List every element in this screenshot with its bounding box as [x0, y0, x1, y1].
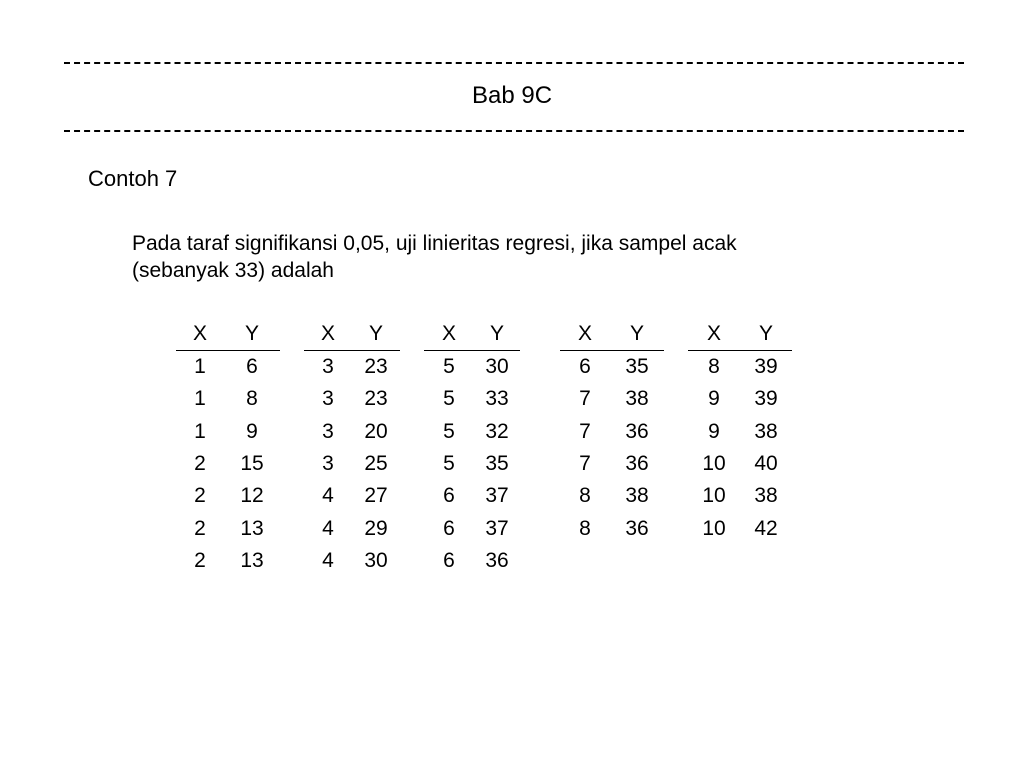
cell-y: 38: [754, 419, 778, 443]
table-header-row: [304, 318, 400, 351]
cell-y: 35: [625, 355, 649, 379]
cell-y: 42: [754, 516, 778, 540]
table-row: [424, 512, 520, 544]
table-row: [424, 545, 520, 577]
table-row: [560, 480, 664, 512]
cell-y: 37: [485, 484, 509, 508]
column-header-y: Y: [352, 318, 400, 351]
table-row: [176, 545, 280, 577]
table-row: [176, 351, 280, 384]
top-dashed-divider: [64, 62, 964, 64]
column-header-x: X: [688, 318, 740, 351]
cell-x: 8: [579, 484, 591, 508]
problem-statement: [132, 230, 892, 284]
column-header-x: X: [304, 318, 352, 351]
cell-x: 6: [443, 548, 455, 572]
column-header-x: X: [176, 318, 224, 351]
cell-y: 25: [364, 452, 388, 476]
table-row: [424, 480, 520, 512]
cell-x: 7: [579, 452, 591, 476]
cell-x: 9: [708, 387, 720, 411]
cell-y: 9: [246, 419, 258, 443]
cell-y: 23: [364, 387, 388, 411]
table-row: [176, 448, 280, 480]
table-row: [424, 351, 520, 384]
cell-y: 12: [240, 484, 264, 508]
cell-y: 27: [364, 484, 388, 508]
cell-y: 6: [246, 355, 258, 379]
table-header-row: [424, 318, 520, 351]
cell-y: 32: [485, 419, 509, 443]
column-header-y: Y: [740, 318, 792, 351]
table-row: [560, 512, 664, 544]
cell-x: 4: [322, 516, 334, 540]
table-header-row: [176, 318, 280, 351]
cell-x: 3: [322, 419, 334, 443]
table-row: [304, 545, 400, 577]
xy-table: [304, 318, 400, 577]
table-header-row: [560, 318, 664, 351]
column-header-y: Y: [224, 318, 280, 351]
xy-table: [176, 318, 280, 577]
cell-x: 8: [708, 355, 720, 379]
cell-x: 1: [194, 419, 206, 443]
xy-table-5: [688, 318, 792, 545]
table-row: [688, 480, 792, 512]
cell-y: 38: [754, 484, 778, 508]
table-row: [688, 448, 792, 480]
cell-y: 36: [625, 452, 649, 476]
cell-y: 35: [485, 452, 509, 476]
cell-y: 30: [485, 355, 509, 379]
cell-x: 3: [322, 355, 334, 379]
table-row: [304, 448, 400, 480]
xy-table-3: [424, 318, 520, 577]
cell-y: 37: [485, 516, 509, 540]
table-header-row: [688, 318, 792, 351]
table-row: [304, 480, 400, 512]
cell-x: 10: [702, 484, 726, 508]
cell-x: 5: [443, 419, 455, 443]
cell-y: 39: [754, 387, 778, 411]
column-header-y: Y: [474, 318, 520, 351]
table-row: [560, 448, 664, 480]
cell-y: 15: [240, 452, 264, 476]
cell-y: 40: [754, 452, 778, 476]
cell-x: 8: [579, 516, 591, 540]
xy-table: [688, 318, 792, 545]
cell-x: 3: [322, 452, 334, 476]
cell-y: 33: [485, 387, 509, 411]
xy-table-1: [176, 318, 280, 577]
cell-y: 30: [364, 548, 388, 572]
cell-y: 23: [364, 355, 388, 379]
table-row: [560, 383, 664, 415]
column-header-x: X: [424, 318, 474, 351]
cell-y: 39: [754, 355, 778, 379]
cell-x: 6: [443, 516, 455, 540]
cell-x: 1: [194, 387, 206, 411]
table-row: [560, 351, 664, 384]
table-row: [688, 416, 792, 448]
cell-x: 3: [322, 387, 334, 411]
xy-table-4: [560, 318, 664, 545]
cell-x: 6: [443, 484, 455, 508]
cell-x: 4: [322, 548, 334, 572]
cell-x: 10: [702, 516, 726, 540]
table-row: [304, 416, 400, 448]
table-row: [688, 512, 792, 544]
cell-x: 4: [322, 484, 334, 508]
column-header-x: X: [560, 318, 610, 351]
cell-x: 10: [702, 452, 726, 476]
cell-y: 8: [246, 387, 258, 411]
table-row: [304, 351, 400, 384]
cell-x: 2: [194, 516, 206, 540]
table-row: [304, 383, 400, 415]
cell-x: 5: [443, 355, 455, 379]
table-row: [176, 416, 280, 448]
cell-x: 7: [579, 387, 591, 411]
table-row: [176, 383, 280, 415]
problem-line-1: Pada taraf signifikansi 0,05, uji linieritas regresi, jika sampel acak: [132, 232, 737, 255]
table-row: [176, 480, 280, 512]
example-label: Contoh 7: [88, 166, 178, 191]
cell-y: 36: [625, 419, 649, 443]
bottom-dashed-divider: [64, 130, 964, 132]
table-row: [424, 416, 520, 448]
cell-y: 13: [240, 548, 264, 572]
cell-x: 5: [443, 387, 455, 411]
cell-x: 2: [194, 452, 206, 476]
xy-table: [560, 318, 664, 545]
cell-x: 2: [194, 484, 206, 508]
cell-y: 36: [625, 516, 649, 540]
table-row: [424, 448, 520, 480]
cell-y: 38: [625, 387, 649, 411]
table-row: [304, 512, 400, 544]
xy-table: [424, 318, 520, 577]
table-row: [424, 383, 520, 415]
problem-line-2: (sebanyak 33) adalah: [132, 259, 334, 282]
table-row: [688, 383, 792, 415]
cell-x: 9: [708, 419, 720, 443]
cell-x: 7: [579, 419, 591, 443]
xy-table-2: [304, 318, 400, 577]
cell-y: 13: [240, 516, 264, 540]
table-row: [176, 512, 280, 544]
cell-x: 5: [443, 452, 455, 476]
table-row: [560, 416, 664, 448]
cell-y: 36: [485, 548, 509, 572]
cell-x: 6: [579, 355, 591, 379]
cell-y: 29: [364, 516, 388, 540]
cell-x: 2: [194, 548, 206, 572]
cell-x: 1: [194, 355, 206, 379]
page-title: Bab 9C: [471, 82, 553, 109]
cell-y: 38: [625, 484, 649, 508]
column-header-y: Y: [610, 318, 664, 351]
cell-y: 20: [364, 419, 388, 443]
table-row: [688, 351, 792, 384]
